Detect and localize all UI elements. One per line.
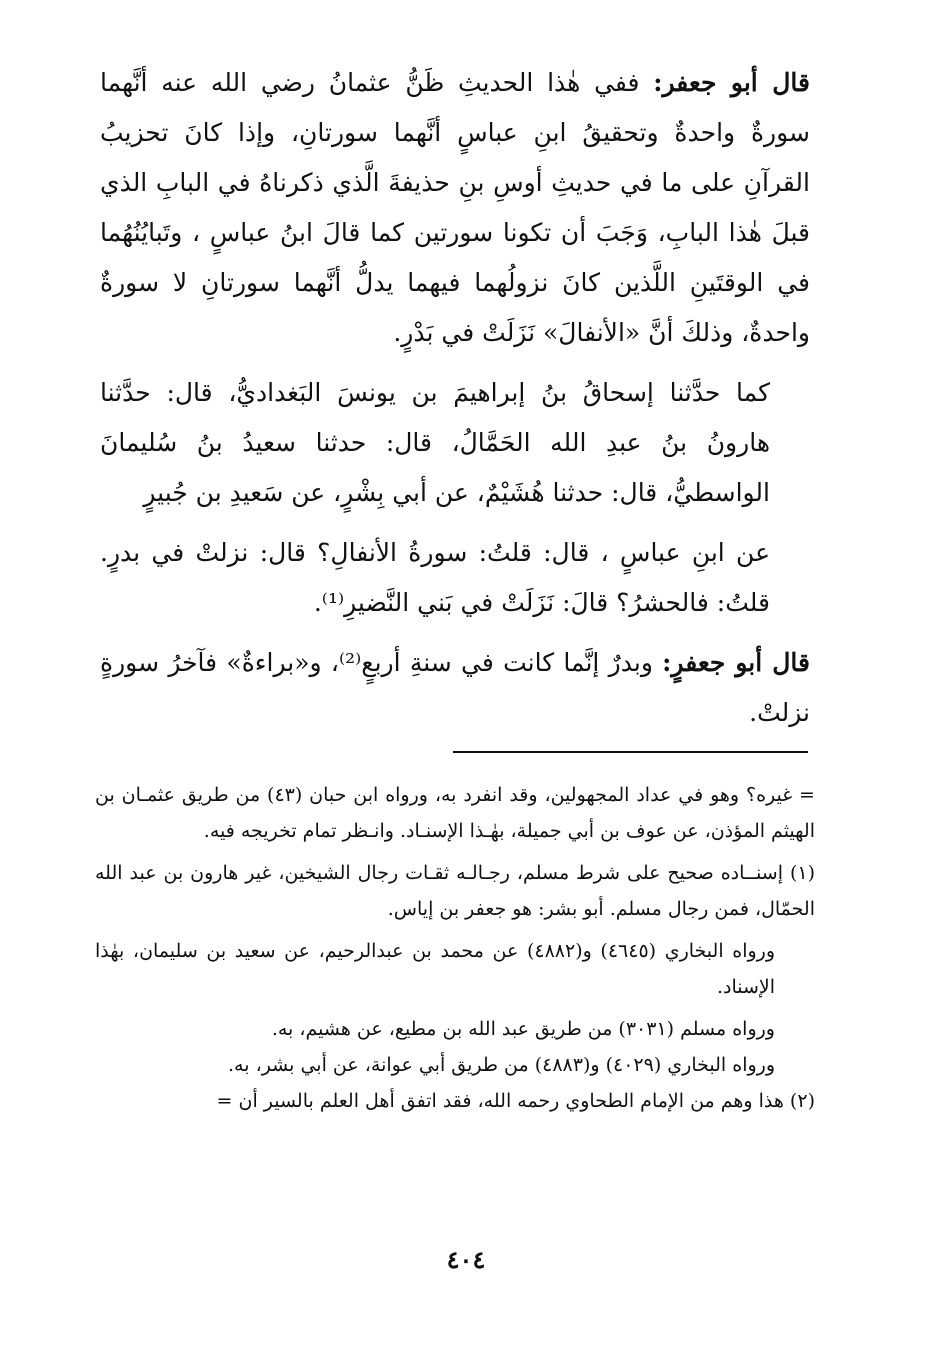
footnote-1-note-b: ورواه البخاري (٤٦٤٥) و(٤٨٨٢) عن محمد بن عبدالرحيم، عن سعيد بن سليمان، بهٰذا الإسناد. [95, 940, 775, 998]
main-text [100, 58, 810, 748]
paragraph-4-text: وبدرٌ إنَّما كانت في سنةِ أربعٍ⁽²⁾، و«براءةٌ» فآخرُ سورةٍ نزلتْ. [100, 648, 810, 727]
footnote-1: (١) إسنــاده صحيح على شرط مسلم، رجـالـه ثقـات رجال الشيخين، غير هارون بن عبد الله الحمّال، فمن رجال مسلم. أبو بشر: هو جعفر بن إياس. [95, 862, 815, 920]
footnote-1-note-d: ورواه البخاري (٤٠٢٩) و(٤٨٨٣) من طريق أبي عوانة، عن أبي بشر، به. [228, 1054, 775, 1076]
paragraph-1-text: ففي هٰذا الحديثِ ظَنُّ عثمانُ رضي الله عنه أنَّهما سورةٌ واحدةٌ وتحقيقُ ابنِ عباسٍ أنَّهما سورتانِ، وإذا كانَ تحزيبُ القرآنِ على ما في حديثِ أوسِ بنِ حذيفةَ الَّذي ذكرناهُ في البابِ الذي قبلَ هٰذا البابِ، وَجَبَ أن تكونا سورتين كما قالَ ابنُ عباسٍ ، وتَبايُنُهُما في الوقتَينِ اللَّذين كانَ نزولُهما فيهما يدلُّ أنَّهما سورتانِ لا سورةٌ واحدةٌ، وذلكَ أنَّ «الأنفالَ» نَزَلَتْ في بَدْرٍ. [100, 68, 810, 347]
paragraph-2: كما حدَّثنا إسحاقُ بنُ إبراهيمَ بن يونسَ البَغداديُّ، قال: حدَّثنا هارونُ بنُ عبدِ الله الحَمَّالُ، قال: حدثنا سعيدُ بنُ سُليمانَ الواسطيُّ، قال: حدثنا هُشَيْمٌ، عن أبي بِشْرٍ، عن سَعيدِ بن جُبيرٍ [100, 378, 770, 507]
footnote-divider [453, 751, 808, 753]
speaker-lead-1: قال أبو جعفر: [653, 68, 810, 97]
paragraph-4 [100, 638, 810, 738]
page-number: ٤٠٤ [446, 1245, 486, 1274]
footnote-continuation: = غيره؟ وهو في عداد المجهولين، وقد انفرد به، ورواه ابن حبان (٤٣) من طريق عثمـان بن الهيثم المؤذن، عن عوف بن أبي جميلة، بهٰـذا الإسنـاد. وانـظر تمام تخريجه فيه. [95, 784, 815, 842]
paragraph-1 [100, 58, 810, 358]
speaker-lead-2: قال أبو جعفرٍ: [662, 648, 810, 677]
footnotes [95, 777, 815, 1125]
footnote-2: (٢) هذا وهم من الإمام الطحاوي رحمه الله، فقد اتفق أهل العلم بالسير أن = [216, 1090, 815, 1112]
footnote-1-note-c: ورواه مسلم (٣٠٣١) من طريق عبد الله بن مطيع، عن هشيم، به. [271, 1018, 775, 1040]
paragraph-3: عن ابنِ عباسٍ ، قال: قلتُ: سورةُ الأنفالِ؟ قال: نزلتْ في بدرٍ. قلتُ: فالحشرُ؟ قالَ: نَزَلَتْ في بَني النَّضيرِ⁽¹⁾. [100, 538, 770, 617]
